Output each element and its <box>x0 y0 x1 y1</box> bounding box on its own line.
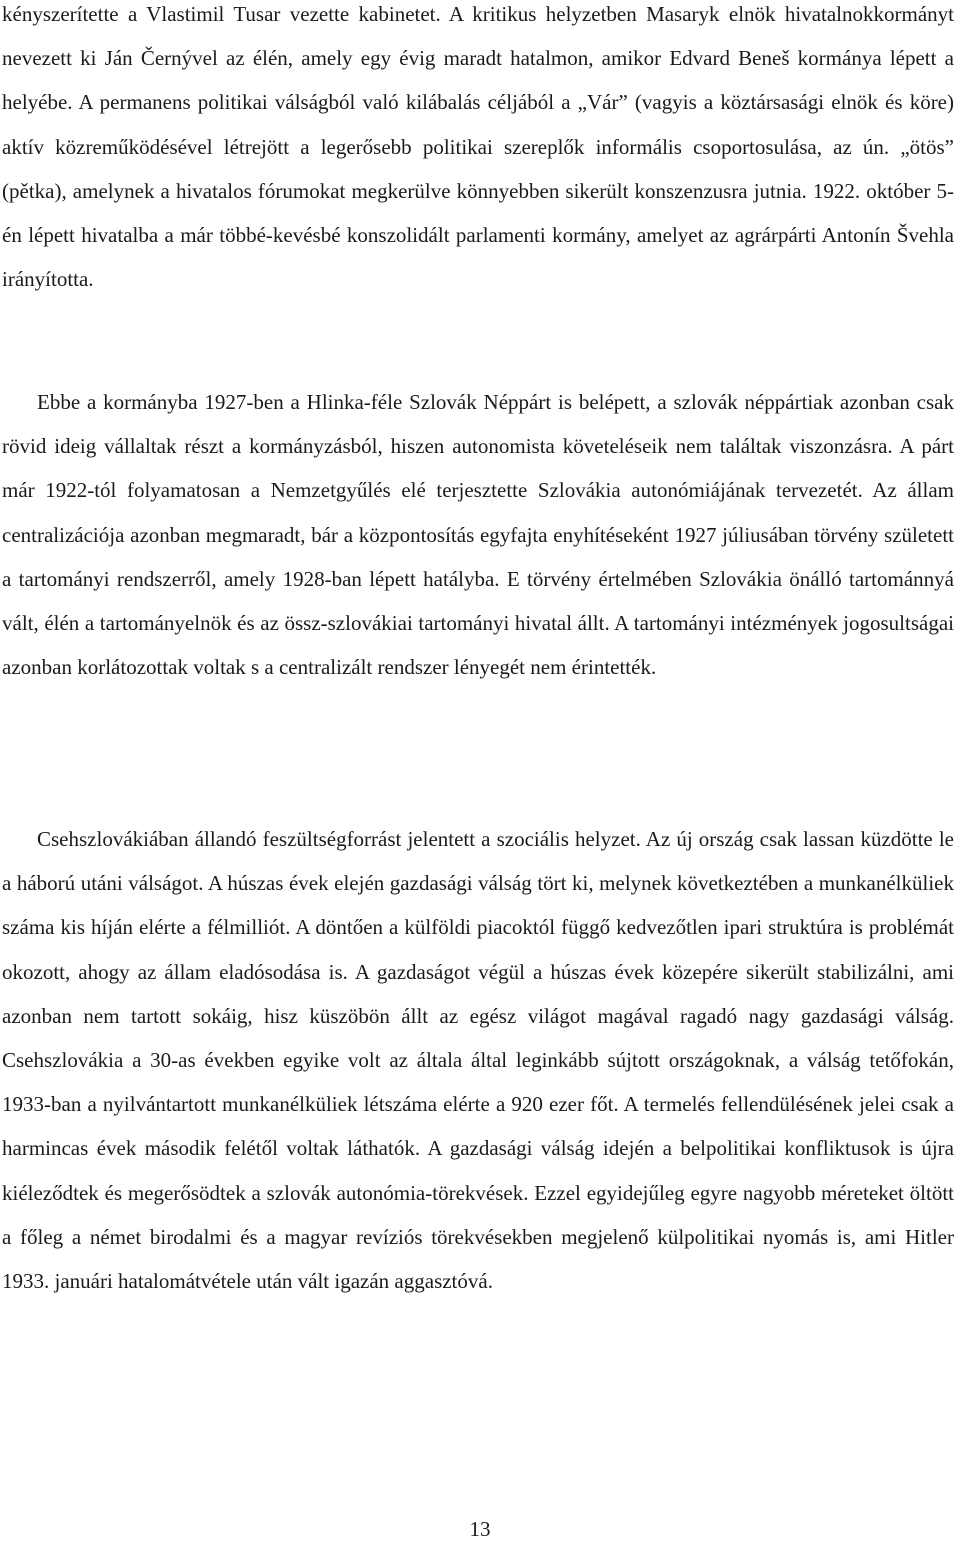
paragraph-1: kényszerítette a Vlastimil Tusar vezette kabinetet. A kritikus helyzetben Masaryk elnök hivatalnokkormányt nevezett ki Ján Černývel az élén, amely egy évig maradt hatalmon, amikor Edvard Beneš kormánya lépett a helyébe. A permanens politikai válságból való kilábalás céljából a „Vár” (vagyis a köztársasági elnök és köre) aktív közreműködésével létrejött a legerősebb politikai szereplők informális csoportosulása, az ún. „ötös” (pětka), amelynek a hivatalos fórumokat megkerülve könnyebben sikerült konszenzusra jutnia. 1922. október 5-én lépett hivatalba a már többé-kevésbé konszolidált parlamenti kormány, amelyet az agrárpárti Antonín Švehla irányította. <box>2 2 954 292</box>
paragraph-3: Csehszlovákiában állandó feszültségforrást jelentett a szociális helyzet. Az új ország csak lassan küzdötte le a háború utáni válságot. A húszas évek elején gazdasági válság tört ki, melynek következtében a munkanélküliek száma kis híján elérte a félmilliót. A döntően a külföldi piacoktól függő kedvezőtlen ipari struktúra is problémát okozott, ahogy az állam eladósodása is. A gazdaságot végül a húszas évek közepére sikerült stabilizálni, ami azonban nem tartott sokáig, hisz küszöbön állt az egész világot magával ragadó nagy gazdasági válság. Csehszlovákia a 30-as években egyike volt az általa által leginkább sújtott országoknak, a válság tetőfokán, 1933-ban a nyilvántartott munkanélküliek létszáma elérte a 920 ezer főt. A termelés fellendülésének jelei csak a harmincas évek második felétől voltak láthatók. A gazdasági válság idején a belpolitikai konfliktusok is újra kiéleződtek és megerősödtek a szlovák autonómia-törekvések. Ezzel egyidejűleg egyre nagyobb méreteket öltött a főleg a német birodalmi és a magyar revíziós törekvésekben megjelenő külpolitikai nyomás is, ami Hitler 1933. januári hatalomátvétele után vált igazán aggasztóvá. <box>2 827 954 1294</box>
paragraph-2: Ebbe a kormányba 1927-ben a Hlinka-féle Szlovák Néppárt is belépett, a szlovák néppártiak azonban csak rövid ideig vállaltak részt a kormányzásból, hiszen autonomista követeléseik nem találtak viszonzásra. A párt már 1922-tól folyamatosan a Nemzetgyűlés elé terjesztette Szlovákia autonómiájának tervezetét. Az állam centralizációja azonban megmaradt, bár a központosítás egyfajta enyhítéseként 1927 júliusában törvény született a tartományi rendszerről, amely 1928-ban lépett hatályba. E törvény értelmében Szlovákia önálló tartománnyá vált, élén a tartományelnök és az össz-szlovákiai tartományi hivatal állt. A tartományi intézmények jogosultságai azonban korlátozottak voltak s a centralizált rendszer lényegét nem érintették. <box>2 390 954 680</box>
page-number: 13 <box>469 1517 491 1541</box>
